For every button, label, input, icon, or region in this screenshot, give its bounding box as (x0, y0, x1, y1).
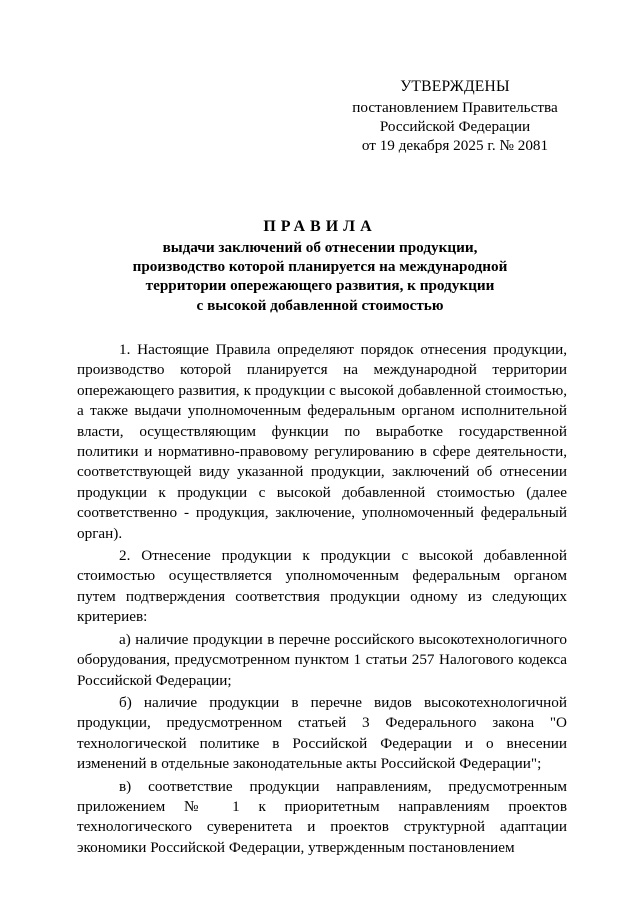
document-title: ПРАВИЛА (263, 218, 377, 235)
document-body (77, 340, 567, 860)
subtitle-line-1: выдачи заключений об отнесении продукции, (162, 239, 478, 256)
paragraph-1: 1. Настоящие Правила определяют порядок отнесения продукции, производство которой планируется на международной территории опережающего развития, к продукции с высокой добавленной стоимостью, а также выдачи уполномоченным федеральным органом исполнительной власти, осуществляющим функции по выработке государственной политики и нормативно-правовому регулированию в сфере деятельности, соответствующей виду указанной продукции, заключений об отнесении продукции к продукции с высокой добавленной стоимостью (далее соответственно - продукция, заключение, уполномоченный федеральный орган). (77, 341, 567, 542)
document-subtitle (100, 238, 540, 315)
paragraph-2: 2. Отнесение продукции к продукции с высокой добавленной стоимостью осуществляется уполномоченным федеральным органом путем подтверждения соответствия продукции одному из следующих критериев: (77, 547, 567, 626)
approval-line-3: от 19 декабря 2025 г. № 2081 (361, 137, 549, 154)
approval-block (340, 77, 570, 155)
subtitle-line-2: производство которой планируется на международной (132, 258, 508, 276)
subparagraph-b: б) наличие продукции в перечне видов высокотехнологичной продукции, предусмотренном статьей 3 Федерального закона "О технологической политике в Российской Федерации и о внесении изменений в отдельные законодательные акты Российской Федерации"; (77, 693, 567, 773)
approval-line-2: Российской Федерации (379, 118, 531, 135)
subtitle-line-4: с высокой добавленной стоимостью (196, 296, 444, 314)
subparagraph-v: в) соответствие продукции направлениям, предусмотренным приложением № 1 к приоритетным направлениям проектов технологического суверенитета и проектов структурной адаптации экономики Российской Федерации, утвержденным постановлением (77, 777, 567, 856)
subparagraph-a: а) наличие продукции в перечне российского высокотехнологичного оборудования, предусмотренном пунктом 1 статьи 257 Налогового кодекса Российской Федерации; (77, 630, 567, 689)
approval-heading: УТВЕРЖДЕНЫ (400, 78, 510, 95)
approval-line-1: постановлением Правительства (352, 99, 558, 116)
subtitle-line-3: территории опережающего развития, к продукции (145, 277, 495, 295)
